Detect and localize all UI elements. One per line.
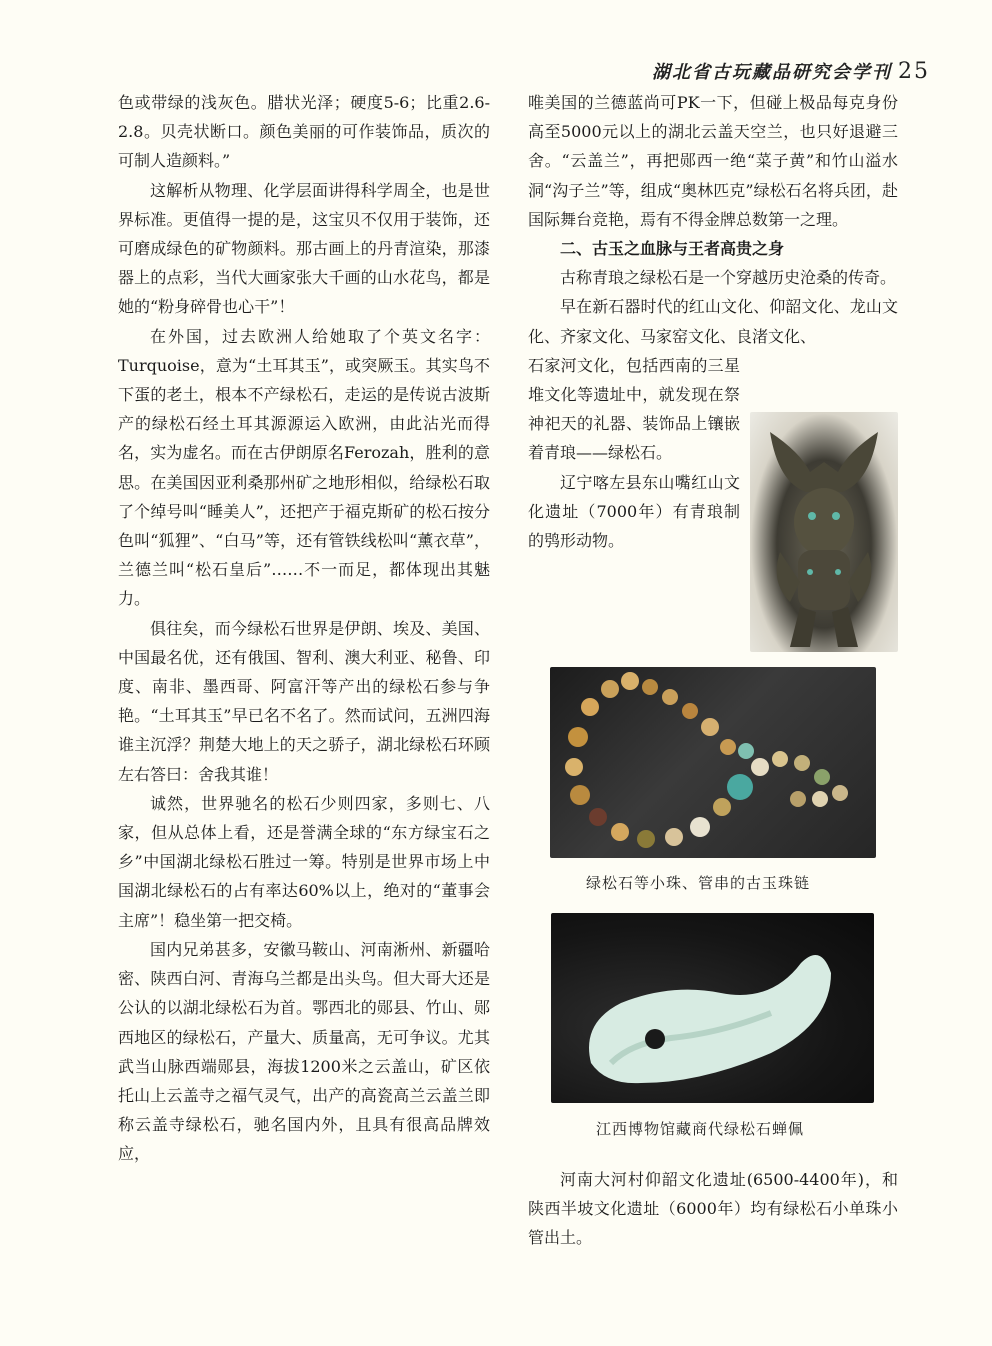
paragraph: 早在新石器时代的红山文化、仰韶文化、龙山文化、齐家文化、马家窑文化、良渚文化、 [528,297,898,346]
paragraph: 国内兄弟甚多，安徽马鞍山、河南淅州、新疆哈密、陕西白河、青海乌兰都是出头鸟。但大哥大还是公认的以湖北绿松石为首。鄂西北的郧县、竹山、郧西地区的绿松石，产量大、质量高，无可争议。尤其武当山脉西端郧县，海拔1200米之云盖山，矿区依托山上云盖寺之福气灵气，出产的高瓷高兰云盖兰即称云盖寺绿松石，驰名国内外，且具有很高品牌效应， [118,939,490,1164]
bead-necklace-caption: 绿松石等小珠、管串的古玉珠链 [586,874,811,892]
section-heading: 二、古玉之血脉与王者高贵之身 [560,239,785,259]
bead-necklace-illustration [550,667,876,858]
paragraph: 诚然，世界驰名的松石少则四家，多则七、八家，但从总体上看，还是誉满全球的“东方绿宝石之乡”中国湖北绿松石胜过一筹。特别是世界市场上中国湖北绿松石的占有率达60%以上，绝对的“董事会主席”！稳坐第一把交椅。 [118,793,490,930]
paragraph: 在外国，过去欧洲人给她取了个英文名字：Turquoise，意为“土耳其玉”，或突厥玉。其实鸟不下蛋的老土，根本不产绿松石，走运的是传说古波斯产的绿松石经土耳其源源运入欧洲，由此沾光而得名，实为虚名。而在古伊朗原名Ferozah，胜利的意思。在美国因亚利桑那州矿之地形相似，给绿松石取了个绰号叫“睡美人”，还把产于福克斯矿的松石按分色叫“狐狸”、“白马”等，还有管铁线松叫“薰衣草”，兰德兰叫“松石皇后”……不一而足，都体现出其魅力。 [118,326,490,609]
paragraph: 辽宁喀左县东山嘴红山文化遗址（7000年）有青琅制的鸮形动物。 [528,472,740,551]
bead-necklace-photo [550,667,876,858]
paragraph: 这解析从物理、化学层面讲得科学周全，也是世界标准。更值得一提的是，这宝贝不仅用于装饰，还可磨成绿色的矿物颜料。那古画上的丹青渲染，那漆器上的点彩，当代大画家张大千画的山水花鸟，都是她的“粉身碎骨也心干”！ [118,180,490,317]
paragraph: 唯美国的兰德蓝尚可PK一下，但碰上极品每克身份高至5000元以上的湖北云盖天空兰，也只好退避三舍。“云盖兰”，再把郧西一绝“菜子黄”和竹山溢水洞“沟子兰”等，组成“奥林匹克”绿松石名将兵团，赴国际舞台竞艳，焉有不得金牌总数第一之理。 [528,93,898,229]
paragraph: 俱往矣，而今绿松石世界是伊朗、埃及、美国、中国最名优，还有俄国、智利、澳大利亚、秘鲁、印度、南非、墨西哥、阿富汗等产出的绿松石参与争艳。“土耳其玉”早已名不名了。然而试问，五洲四海谁主沉浮？荆楚大地上的天之骄子，湖北绿松石环顾左右答曰：舍我其谁！ [118,618,490,784]
paragraph: 古称青琅之绿松石是一个穿越历史沧桑的传奇。 [560,268,897,288]
left-column [118,88,490,1169]
jade-cicada-photo [551,913,874,1103]
journal-header [652,58,930,84]
journal-title: 湖北省古玩藏品研究会学刊 [652,62,892,83]
page-number: 25 [898,59,930,84]
paragraph: 石家河文化，包括西南的三星堆文化等遗址中，就发现在祭神祀天的礼器、装饰品上镶嵌着青琅——绿松石。 [528,355,740,463]
jade-figure-illustration [750,412,898,652]
bottom-text [528,1165,898,1253]
paragraph: 色或带绿的浅灰色。腊状光泽；硬度5-6；比重2.6-2.8。贝壳状断口。颜色美丽的可作装饰品，质次的可制人造颜料。” [118,93,490,171]
paragraph: 河南大河村仰韶文化遗址(6500-4400年)，和陕西半坡文化遗址（6000年）均有绿松石小单珠小管出土。 [528,1170,898,1248]
jade-cicada-caption: 江西博物馆藏商代绿松石蝉佩 [596,1120,805,1138]
jade-cicada-illustration [551,913,874,1103]
jade-figure-photo [750,412,898,652]
